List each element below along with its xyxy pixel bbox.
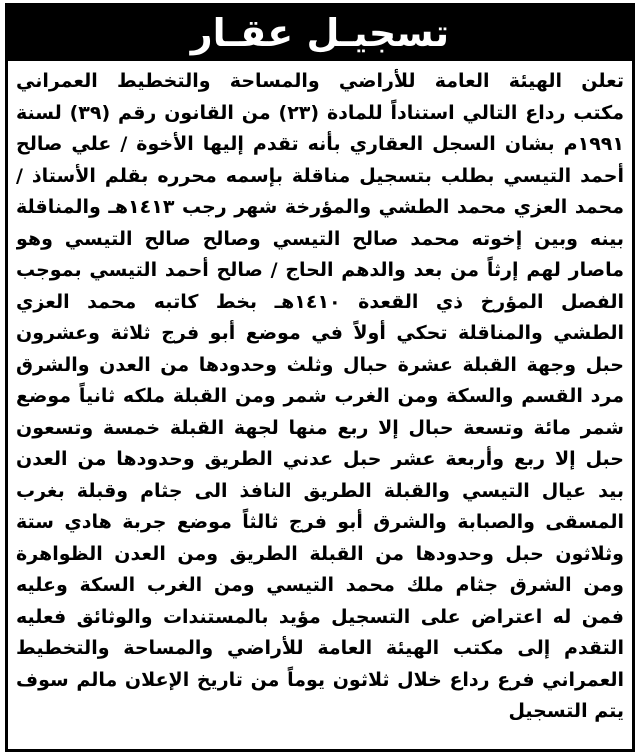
- body-line: حبل إلا ربع وأربعة عشر حبل عدني الطريق وحدودها من العدن: [16, 448, 624, 470]
- body-line: الطشي والمناقلة تحكي أولاً في موضع أبو فرج ثلاثة وعشرون: [16, 322, 624, 344]
- body-line-last: يتم التسجيل: [508, 700, 624, 722]
- body-line: تعلن الهيئة العامة للأراضي والمساحة والتخطيط العمراني: [16, 70, 624, 92]
- body-line: الفصل المؤرخ ذي القعدة ١٤١٠هـ بخط كاتبه محمد العزي: [16, 290, 624, 313]
- body-line: فمن له اعتراض على التسجيل مؤيد بالمستندات والوثائق فعليه: [16, 605, 624, 628]
- body-line: مرد القسم والسكة ومن الغرب شمر ومن القبلة ملكه ثانياً موضع: [16, 385, 624, 407]
- notice-body: [16, 66, 624, 728]
- body-line: وثلاثون حبل وحدودها من القبلة الطريق ومن العدن الظواهرة: [16, 542, 624, 565]
- body-line: حبل وجهة القبلة عشرة حبال وثلث وحدودها من العدن والشرق: [16, 353, 624, 376]
- body-line: بيد عيال التيسي والقبلة الطريق النافذ الى جثام وقبلة بغرب: [16, 479, 624, 502]
- body-line: المسقى والصبابة والشرق أبو فرج ثالثاً موضع جربة هادي ستة: [16, 511, 624, 533]
- body-line: ماصار لهم إرثاً من بعد والدهم الحاج / صالح أحمد التيسي بموجب: [16, 259, 624, 281]
- notice-frame: [5, 3, 635, 752]
- title-bar: [8, 6, 632, 61]
- body-line: بينه وبين إخوته محمد صالح التيسي وصالح صالح التيسي وهو: [16, 227, 624, 250]
- notice-title: تسجيـل عقـار: [190, 11, 450, 55]
- body-line: محمد العزي محمد الطشي والمؤرخة شهر رجب ١٤١٣هـ والمناقلة: [16, 196, 624, 218]
- body-line: التقدم إلى مكتب الهيئة العامة للأراضي والمساحة والتخطيط: [16, 637, 624, 659]
- body-line: شمر مائة وتسعة حبال إلا ربع منها لجهة القبلة خمسة وتسعون: [16, 416, 624, 439]
- body-line: ١٩٩١م بشان السجل العقاري بأنه تقدم إليها الأخوة / علي صالح: [16, 133, 624, 155]
- body-line: مكتب رداع التالي استناداً للمادة (٢٣) من القانون رقم (٣٩) لسنة: [16, 101, 624, 124]
- body-line: العمراني فرع رداع خلال ثلاثون يوماً من تاريخ الإعلان مالم سوف: [16, 668, 624, 691]
- body-line: ومن الشرق جثام ملك محمد التيسي ومن الغرب السكة وعليه: [16, 574, 624, 596]
- body-line: أحمد التيسي بطلب بتسجيل مناقلة بإسمه محرره بقلم الأستاذ /: [16, 164, 624, 187]
